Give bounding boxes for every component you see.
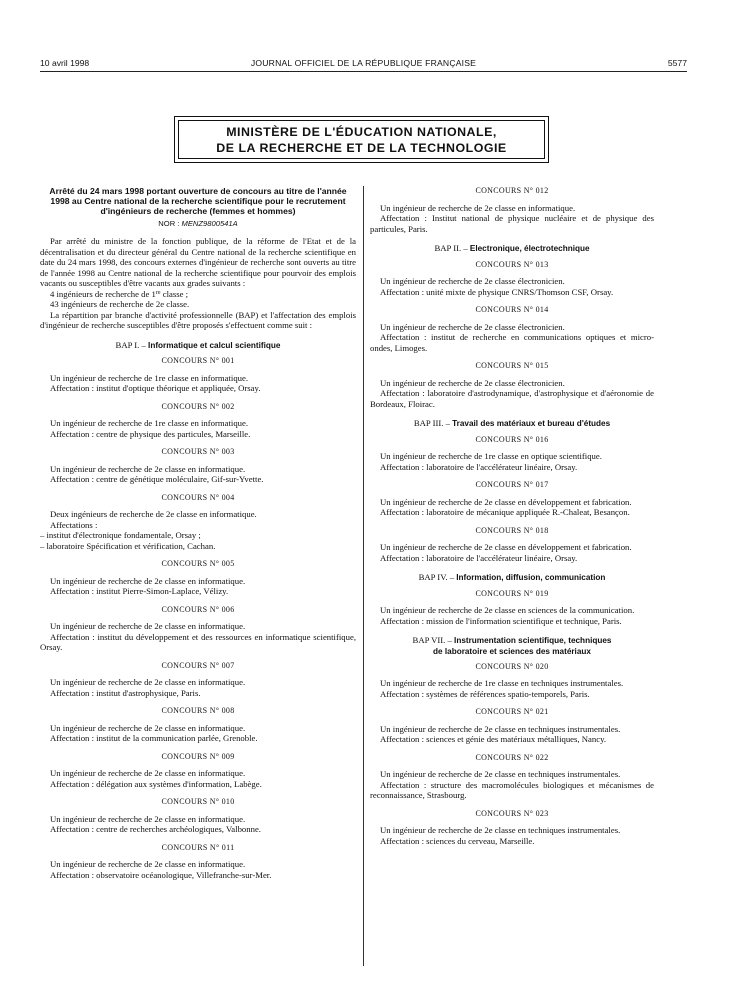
concours-number: CONCOURS N° 012 bbox=[475, 186, 549, 195]
concours-affectation: Affectation : sciences du cerveau, Marseille. bbox=[380, 835, 535, 846]
bap-label: BAP III. – bbox=[413, 418, 450, 428]
right-column bbox=[370, 186, 654, 846]
concours-block bbox=[370, 707, 654, 745]
concours-affectation: Affectation : unité mixte de physique CNRS/Thomson CSF, Orsay. bbox=[380, 286, 614, 297]
concours-block bbox=[40, 661, 356, 699]
concours-affectation: Affectation : institut d'optique théorique et appliquée, Orsay. bbox=[50, 383, 261, 394]
bap-title: Electronique, électrotechnique bbox=[469, 244, 590, 253]
concours-number: CONCOURS N° 016 bbox=[475, 434, 549, 444]
concours-position: Un ingénieur de recherche de 2e classe en informatique. bbox=[50, 575, 246, 586]
bap-title: Travail des matériaux et bureau d'études bbox=[452, 419, 611, 428]
grade-1-sup: re bbox=[155, 289, 161, 296]
concours-block bbox=[40, 402, 356, 440]
concours-number: CONCOURS N° 013 bbox=[475, 259, 549, 269]
bap-title: Information, diffusion, communication bbox=[456, 573, 606, 582]
concours-number: CONCOURS N° 007 bbox=[161, 660, 235, 670]
concours-number: CONCOURS N° 019 bbox=[475, 588, 549, 598]
grade-1-end: classe ; bbox=[160, 288, 189, 299]
concours-position: Un ingénieur de recherche de 2e classe en informatique. bbox=[50, 813, 246, 824]
concours-list bbox=[370, 435, 654, 564]
concours-list bbox=[40, 356, 356, 880]
concours-position: Un ingénieur de recherche de 2e classe en sciences de la communication. bbox=[380, 605, 635, 615]
concours-affectation: Affectation : institut d'astrophysique, Paris. bbox=[50, 687, 201, 698]
concours-block bbox=[40, 559, 356, 597]
bap-title: Informatique et calcul scientifique bbox=[148, 340, 281, 350]
concours-position: Un ingénieur de recherche de 1re classe en techniques instrumentales. bbox=[380, 678, 624, 688]
concours-position: Un ingénieur de recherche de 1re classe en informatique. bbox=[50, 372, 249, 383]
concours-position: Deux ingénieurs de recherche de 2e classe en informatique. bbox=[50, 509, 257, 520]
bap-label: BAP I. – bbox=[115, 339, 146, 350]
concours-affectation: Affectation : institut de la communication parlée, Grenoble. bbox=[50, 733, 258, 744]
left-column bbox=[40, 186, 356, 880]
concours-number: CONCOURS N° 001 bbox=[161, 356, 235, 366]
concours-affectation: Affectation : centre de physique des particules, Marseille. bbox=[50, 428, 251, 439]
concours-position: Un ingénieur de recherche de 2e classe électronicien. bbox=[380, 377, 565, 388]
repartition-text: La répartition par branche d'activité professionnelle (BAP) et l'affectation des emplois d'ingénieur de recherche susceptibles d'être proposés s'effectuent comme suit : bbox=[40, 309, 356, 331]
concours-number: CONCOURS N° 021 bbox=[475, 707, 549, 716]
concours-position: Un ingénieur de recherche de 2e classe en informatique. bbox=[380, 202, 576, 213]
concours-position: Un ingénieur de recherche de 1re classe en informatique. bbox=[50, 418, 249, 429]
concours-block bbox=[370, 809, 654, 847]
nor-value: MENZ9800541A bbox=[181, 218, 238, 228]
bap-heading bbox=[370, 635, 654, 657]
concours-block bbox=[370, 435, 654, 473]
concours-block bbox=[40, 752, 356, 790]
concours-block bbox=[370, 526, 654, 564]
concours-number: CONCOURS N° 014 bbox=[475, 305, 549, 314]
header-date: 10 avril 1998 bbox=[40, 58, 90, 68]
concours-number: CONCOURS N° 018 bbox=[475, 525, 549, 535]
concours-affectation: Affectation : centre de génétique moléculaire, Gif-sur-Yvette. bbox=[50, 474, 264, 485]
page-number: 5577 bbox=[667, 58, 687, 68]
bap-label: BAP IV. – bbox=[418, 572, 455, 582]
bap-heading bbox=[370, 418, 654, 430]
concours-position: Un ingénieur de recherche de 1re classe en optique scientifique. bbox=[380, 451, 602, 461]
concours-affectation: Affectation : institut Pierre-Simon-Laplace, Vélizy. bbox=[50, 586, 229, 597]
concours-position: Un ingénieur de recherche de 2e classe en développement et fabrication. bbox=[380, 542, 632, 552]
arrete-intro: Par arrêté du ministre de la fonction publique, de la réforme de l'Etat et de la décentralisation et du directeur général du Centre national de la recherche scientifique en date du 24 mars 1998, des concours externes d'ingénieur de recherche sont ouverts au titre de l'année 1998 au Centre national de la recherche scientifique pour pourvoir des emplois vacants ou susceptibles d'être vacants aux grades suivants : bbox=[40, 236, 356, 289]
concours-position: Un ingénieur de recherche de 2e classe en techniques instrumentales. bbox=[380, 723, 621, 734]
concours-number: CONCOURS N° 002 bbox=[161, 401, 235, 411]
concours-affectation: Affectation : délégation aux systèmes d'information, Labège. bbox=[50, 778, 262, 789]
concours-affectation: Affectation : mission de l'information scientifique et technique, Paris. bbox=[380, 615, 622, 626]
concours-position: Un ingénieur de recherche de 2e classe en informatique. bbox=[50, 463, 246, 474]
concours-number: CONCOURS N° 009 bbox=[161, 751, 235, 761]
ministry-line-2: DE LA RECHERCHE ET DE LA TECHNOLOGIE bbox=[216, 141, 507, 155]
concours-affectation: Affectation : laboratoire de l'accélérateur linéaire, Orsay. bbox=[380, 461, 578, 472]
concours-block bbox=[40, 797, 356, 835]
concours-number: CONCOURS N° 011 bbox=[161, 842, 235, 852]
running-header bbox=[40, 58, 687, 72]
concours-number: CONCOURS N° 010 bbox=[161, 797, 235, 807]
concours-number: CONCOURS N° 005 bbox=[161, 559, 235, 569]
concours-block bbox=[370, 589, 654, 627]
concours-block bbox=[370, 662, 654, 700]
bap-heading bbox=[370, 572, 654, 584]
concours-affectation: Affectation : Institut national de physique nucléaire et de physique des particules, Paris. bbox=[370, 213, 654, 234]
concours-affectation: Affectation : centre de recherches archéologiques, Valbonne. bbox=[50, 824, 261, 835]
concours-affectation: Affectations : bbox=[50, 519, 98, 530]
concours-position: Un ingénieur de recherche de 2e classe en informatique. bbox=[50, 621, 246, 632]
concours-number: CONCOURS N° 004 bbox=[161, 492, 235, 502]
affectation-item: – institut d'électronique fondamentale, Orsay ; bbox=[40, 530, 201, 541]
nor-label: NOR : bbox=[158, 218, 180, 228]
concours-block bbox=[40, 605, 356, 653]
concours-block bbox=[40, 493, 356, 552]
concours-position: Un ingénieur de recherche de 2e classe en développement et fabrication. bbox=[380, 496, 632, 507]
grade-2: 43 ingénieurs de recherche de 2e classe. bbox=[50, 299, 190, 310]
bap-label: BAP VII. – bbox=[412, 635, 452, 645]
grade-1-text: 4 ingénieurs de recherche de 1 bbox=[50, 288, 156, 299]
concours-affectation: Affectation : laboratoire de l'accélérateur linéaire, Orsay. bbox=[380, 552, 578, 563]
concours-position: Un ingénieur de recherche de 2e classe en techniques instrumentales. bbox=[380, 825, 621, 835]
bap-title-line-2: de laboratoire et sciences des matériaux bbox=[433, 646, 591, 656]
concours-number: CONCOURS N° 020 bbox=[475, 661, 549, 671]
concours-number: CONCOURS N° 006 bbox=[161, 604, 235, 614]
concours-affectation: Affectation : institut de recherche en communications optiques et micro-ondes, Limoges. bbox=[370, 332, 654, 353]
concours-list bbox=[370, 589, 654, 627]
concours-block bbox=[40, 843, 356, 881]
arrete-title: Arrêté du 24 mars 1998 portant ouverture de concours au titre de l'année 1998 au Centre national de la recherche scientifique pour le recrutement d'ingénieurs de recherche (femmes et hommes) bbox=[49, 186, 347, 217]
concours-number: CONCOURS N° 015 bbox=[475, 361, 549, 370]
concours-position: Un ingénieur de recherche de 2e classe électronicien. bbox=[380, 276, 565, 286]
affectation-item: – laboratoire Spécification et vérification, Cachan. bbox=[40, 540, 216, 551]
concours-block bbox=[40, 447, 356, 485]
concours-position: Un ingénieur de recherche de 2e classe en informatique. bbox=[50, 722, 246, 733]
concours-affectation: Affectation : laboratoire de mécanique appliquée R.-Chaleat, Besançon. bbox=[380, 507, 630, 517]
concours-block bbox=[370, 753, 654, 801]
column-divider bbox=[363, 186, 364, 966]
bap-heading bbox=[370, 243, 654, 255]
ministry-title bbox=[178, 120, 545, 159]
ministry-line-1: MINISTÈRE DE L'ÉDUCATION NATIONALE, bbox=[226, 125, 497, 139]
concours-affectation: Affectation : structure des macromolécules biologiques et mécanismes de reconnaissance, Strasbourg. bbox=[370, 779, 654, 800]
bap-heading bbox=[40, 340, 356, 352]
concours-position: Un ingénieur de recherche de 2e classe en informatique. bbox=[50, 677, 246, 688]
concours-affectation: Affectation : sciences et génie des matériaux métalliques, Nancy. bbox=[380, 734, 607, 744]
concours-position: Un ingénieur de recherche de 2e classe en informatique. bbox=[50, 768, 246, 779]
concours-affectation: Affectation : observatoire océanologique, Villefranche-sur-Mer. bbox=[50, 869, 272, 880]
journal-title: JOURNAL OFFICIEL DE LA RÉPUBLIQUE FRANÇAISE bbox=[250, 58, 477, 68]
concours-list bbox=[370, 662, 654, 847]
header-rule bbox=[40, 71, 687, 72]
concours-block bbox=[370, 480, 654, 518]
concours-block bbox=[40, 356, 356, 394]
concours-number: CONCOURS N° 003 bbox=[161, 447, 235, 457]
concours-block bbox=[40, 706, 356, 744]
concours-position: Un ingénieur de recherche de 2e classe en informatique. bbox=[50, 859, 246, 870]
concours-list bbox=[370, 260, 654, 410]
concours-number: CONCOURS N° 008 bbox=[161, 706, 235, 716]
concours-position: Un ingénieur de recherche de 2e classe en techniques instrumentales. bbox=[380, 769, 621, 779]
concours-affectation: Affectation : systèmes de références spatio-temporels, Paris. bbox=[380, 688, 590, 699]
concours-block bbox=[370, 305, 654, 353]
concours-block bbox=[370, 260, 654, 298]
concours-block bbox=[370, 361, 654, 409]
ministry-box bbox=[174, 116, 549, 163]
concours-affectation: Affectation : institut du développement et des ressources en informatique scientifique, Orsay. bbox=[40, 631, 356, 653]
nor-reference bbox=[40, 219, 356, 230]
concours-position: Un ingénieur de recherche de 2e classe électronicien. bbox=[380, 321, 565, 332]
grade-1 bbox=[40, 289, 356, 300]
concours-number: CONCOURS N° 022 bbox=[475, 752, 549, 762]
bap-title: Instrumentation scientifique, techniques bbox=[454, 636, 612, 645]
concours-number: CONCOURS N° 017 bbox=[475, 480, 549, 489]
bap-label: BAP II. – bbox=[434, 243, 468, 253]
concours-affectation: Affectation : laboratoire d'astrodynamique, d'astrophysique et d'aéronomie de Bordeaux, Floirac. bbox=[370, 388, 654, 409]
concours-number: CONCOURS N° 023 bbox=[475, 808, 549, 818]
